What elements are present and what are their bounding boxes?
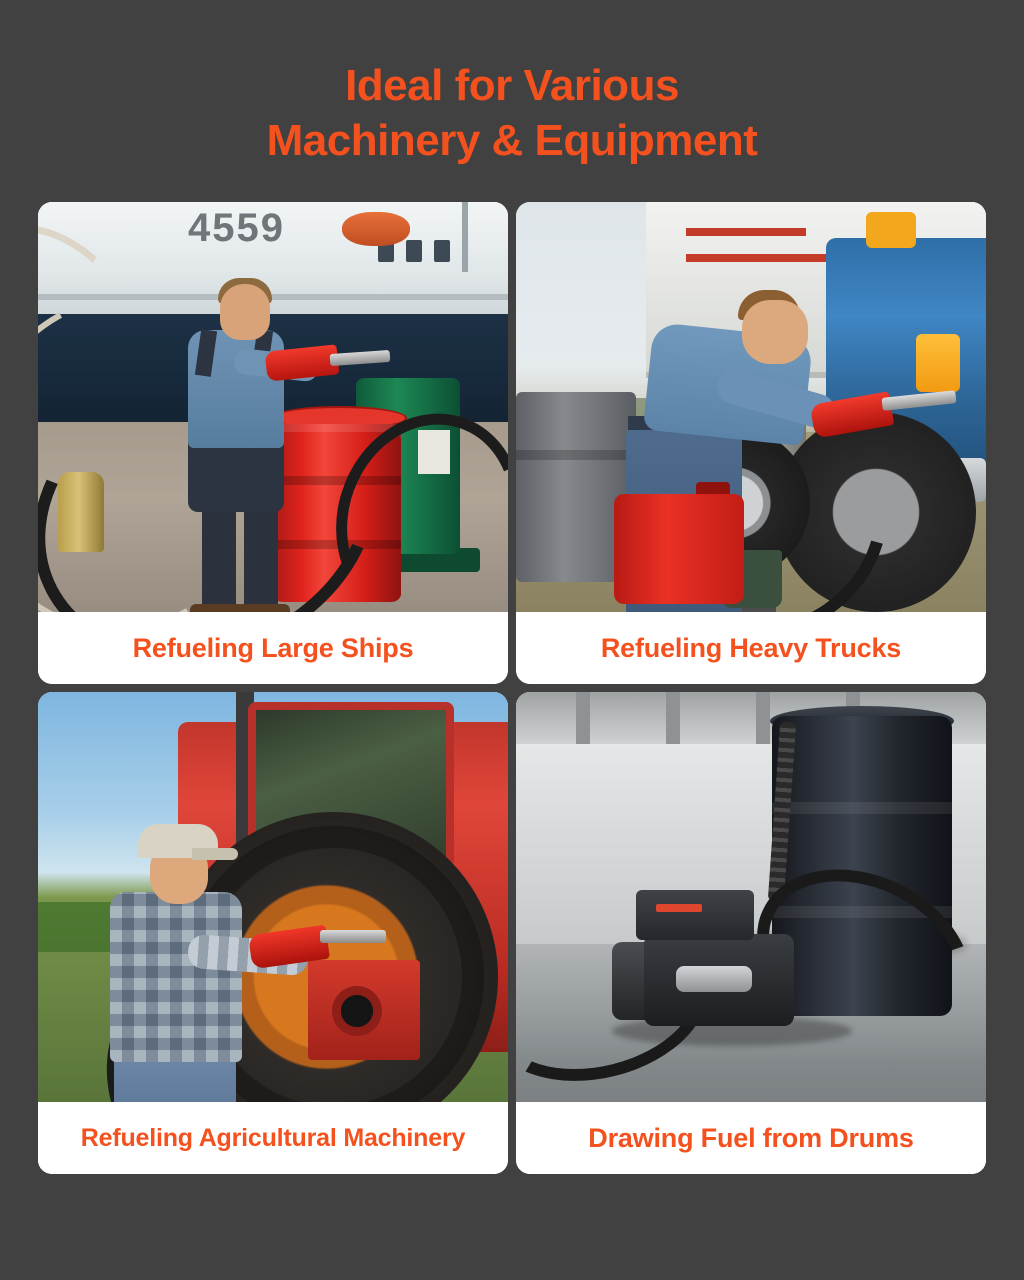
trailer-stripe [686,228,806,236]
worker-boot [236,604,290,612]
ship-window [434,240,450,262]
pump-label-stripe [656,904,702,912]
photo-refueling-heavy-trucks [516,202,986,612]
ship-mast [462,202,468,272]
card-caption-trucks: Refueling Heavy Trucks [516,612,986,684]
truck-marker-light [866,212,916,248]
pump-inlet-fitting [676,966,752,992]
card-caption-agricultural: Refueling Agricultural Machinery [38,1102,508,1174]
truck-headlight [916,334,960,392]
fuel-filler-port [332,986,382,1036]
ceiling-beam [756,692,770,744]
trailer-stripe [686,254,846,262]
worker-head [742,300,808,364]
use-case-card-ships [38,202,508,684]
farmer-plaid-shirt [110,892,242,1062]
headline-line-1: Ideal for Various [345,61,679,110]
worker-leg [244,502,278,612]
photo-refueling-large-ships [38,202,508,612]
ceiling-beam [576,692,590,744]
card-caption-ships: Refueling Large Ships [38,612,508,684]
page-title [0,0,1024,168]
photo-drawing-fuel-from-drums [516,692,986,1102]
red-jerry-can [614,494,744,604]
use-case-card-agricultural [38,692,508,1174]
photo-refueling-agricultural-machinery [38,692,508,1102]
tractor-fuel-tank [308,960,420,1060]
worker-leg [202,502,236,612]
ship-hull-number: 4559 [188,206,285,250]
pump-control-box [636,890,754,940]
farmer-cap [138,824,218,858]
worker-head [220,284,270,340]
lifeboat [342,212,410,246]
card-caption-drums: Drawing Fuel from Drums [516,1102,986,1174]
use-case-card-trucks [516,202,986,684]
ceiling-beam [666,692,680,744]
headline-line-2: Machinery & Equipment [266,116,758,165]
ship-window [406,240,422,262]
use-case-grid [38,202,986,1174]
use-case-card-drums [516,692,986,1174]
fuel-nozzle-spout [320,930,386,943]
